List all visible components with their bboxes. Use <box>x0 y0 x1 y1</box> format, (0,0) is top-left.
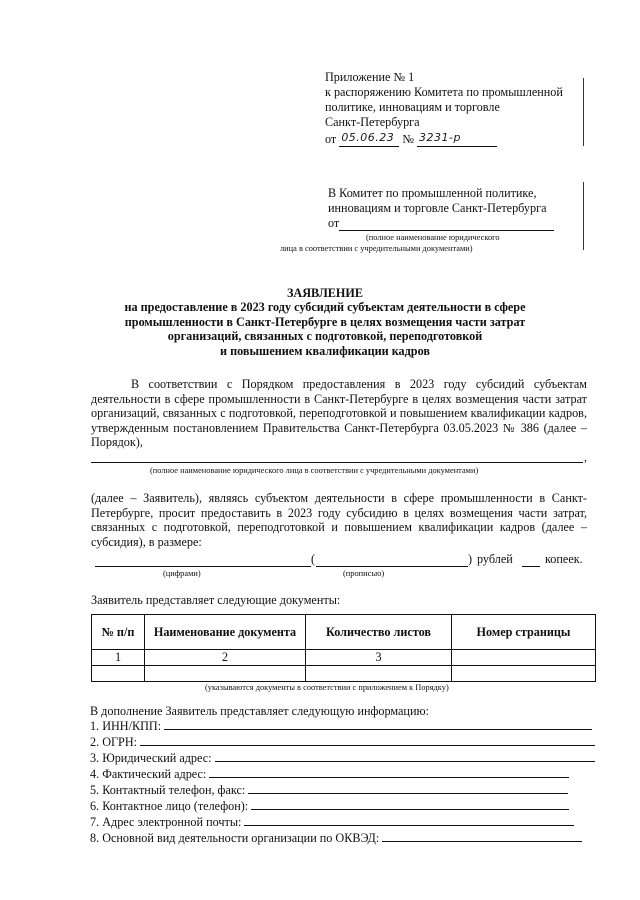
amount-rubles-label: рублей <box>477 552 513 566</box>
info-row-email <box>90 814 574 829</box>
appendix-title: Приложение № 1 <box>325 70 415 84</box>
info-fill-line <box>140 734 595 746</box>
info-row-actual-address <box>90 766 569 781</box>
table-cell <box>452 650 596 666</box>
title-line: на предоставление в 2023 году субсидий субъектам деятельности в сфере <box>124 300 526 315</box>
documents-table <box>91 614 596 682</box>
addressee-from-row <box>328 216 588 231</box>
from-prefix: от <box>328 216 340 230</box>
addressee-margin-line <box>583 182 584 250</box>
addressee-caption: лица в соответствии с учредительными документами) <box>280 244 473 253</box>
amount-words-caption: (прописью) <box>343 569 385 578</box>
table-cell: 2 <box>145 650 306 666</box>
title-line: и повышением квалификации кадров <box>220 343 430 358</box>
info-label: 1. ИНН/КПП: <box>90 719 162 733</box>
info-label: 7. Адрес электронной почты: <box>90 815 242 829</box>
amount-kopecks-label: копеек. <box>545 552 583 566</box>
table-cell <box>145 666 306 682</box>
table-header-cell: Номер страницы <box>452 615 596 650</box>
addressee-line: В Комитет по промышленной политике, <box>328 186 537 200</box>
info-label: 8. Основной вид деятельности организации по ОКВЭД: <box>90 831 380 845</box>
appendix-margin-line <box>583 78 584 146</box>
title-line: промышленности в Санкт-Петербурге в целях возмещения части затрат <box>124 314 526 329</box>
appendix-line: Санкт-Петербурга <box>325 115 420 129</box>
info-intro: В дополнение Заявитель представляет следующую информацию: <box>90 704 429 718</box>
amount-kopecks-line <box>522 566 540 567</box>
table-cell: 1 <box>92 650 145 666</box>
handwritten-date: 05.06.23 <box>341 131 395 144</box>
info-row-contact-person <box>90 798 569 813</box>
name-trailing-comma: , <box>584 450 587 464</box>
info-fill-line <box>244 814 574 826</box>
from-field <box>339 218 554 231</box>
handwritten-number: 3231-р <box>419 131 461 144</box>
info-label: 2. ОГРН: <box>90 735 138 749</box>
appendix-block <box>325 70 590 147</box>
addressee-caption: (полное наименование юридического <box>366 233 500 242</box>
addressee-block <box>280 186 588 254</box>
info-fill-line <box>164 718 592 730</box>
info-row-ogrn <box>90 734 595 749</box>
number-prefix: № <box>402 132 414 146</box>
addressee-line: инновациям и торговле Санкт-Петербурга <box>328 201 547 215</box>
info-label: 5. Контактный телефон, факс: <box>90 783 246 797</box>
amount-open-paren: ( <box>311 552 316 566</box>
info-fill-line <box>251 798 569 810</box>
table-header-cell: Количество листов <box>306 615 452 650</box>
info-row-phone-fax <box>90 782 568 797</box>
table-header-cell: № п/п <box>92 615 145 650</box>
table-header-row <box>92 615 596 650</box>
date-field <box>339 133 399 147</box>
table-cell <box>452 666 596 682</box>
appendix-line: к распоряжению Комитета по промышленной <box>325 85 563 99</box>
number-field <box>417 133 497 147</box>
info-fill-line <box>215 750 595 762</box>
amount-close-paren: ) <box>468 552 473 566</box>
info-fill-line <box>248 782 568 794</box>
info-fill-line <box>209 766 569 778</box>
appendix-line: политике, инновациям и торговле <box>325 100 500 114</box>
documents-intro: Заявитель представляет следующие документы: <box>91 593 341 607</box>
table-row <box>92 666 596 682</box>
applicant-name-caption: (полное наименование юридического лица в соответствии с учредительными документами) <box>150 466 479 475</box>
table-row <box>92 650 596 666</box>
applicant-name-line <box>91 462 583 463</box>
info-label: 4. Фактический адрес: <box>90 767 207 781</box>
request-paragraph: (далее – Заявитель), являясь субъектом деятельности в сфере промышленности в Санкт-Петербурге, просит предоставить в 2023 году субсидию в целях возмещения части затрат, связанных с подготовкой, переподготовкой и повышением квалификации кадров (далее – субсидия), в размере: <box>91 491 587 549</box>
title-heading: ЗАЯВЛЕНИЕ <box>287 286 363 300</box>
document-title <box>60 286 590 358</box>
date-prefix: от <box>325 132 337 146</box>
table-cell: 3 <box>306 650 452 666</box>
intro-paragraph: В соответствии с Порядком предоставления в 2023 году субсидий субъектам деятельности в сфере промышленности в Санкт-Петербурге в целях возмещения части затрат организаций, связанных с подготовкой, переподготовкой и повышением квалификации кадров, утвержденным постановлением Правительства Санкт-Петербурга 03.05.2023 № 386 (далее – Порядок), <box>91 377 587 450</box>
table-header-cell: Наименование документа <box>145 615 306 650</box>
info-row-okved <box>90 830 582 845</box>
amount-digits-caption: (цифрами) <box>163 569 201 578</box>
table-cell <box>92 666 145 682</box>
table-cell <box>306 666 452 682</box>
documents-caption: (указываются документы в соответствии с приложением к Порядку) <box>205 683 449 692</box>
title-line: организаций, связанных с подготовкой, переподготовкой <box>167 329 483 344</box>
amount-words-line <box>316 566 468 567</box>
info-row-legal-address <box>90 750 595 765</box>
appendix-date-row <box>325 132 590 147</box>
info-label: 3. Юридический адрес: <box>90 751 212 765</box>
amount-digits-line <box>95 566 311 567</box>
info-row-inn <box>90 718 592 733</box>
info-label: 6. Контактное лицо (телефон): <box>90 799 249 813</box>
info-fill-line <box>382 830 582 842</box>
